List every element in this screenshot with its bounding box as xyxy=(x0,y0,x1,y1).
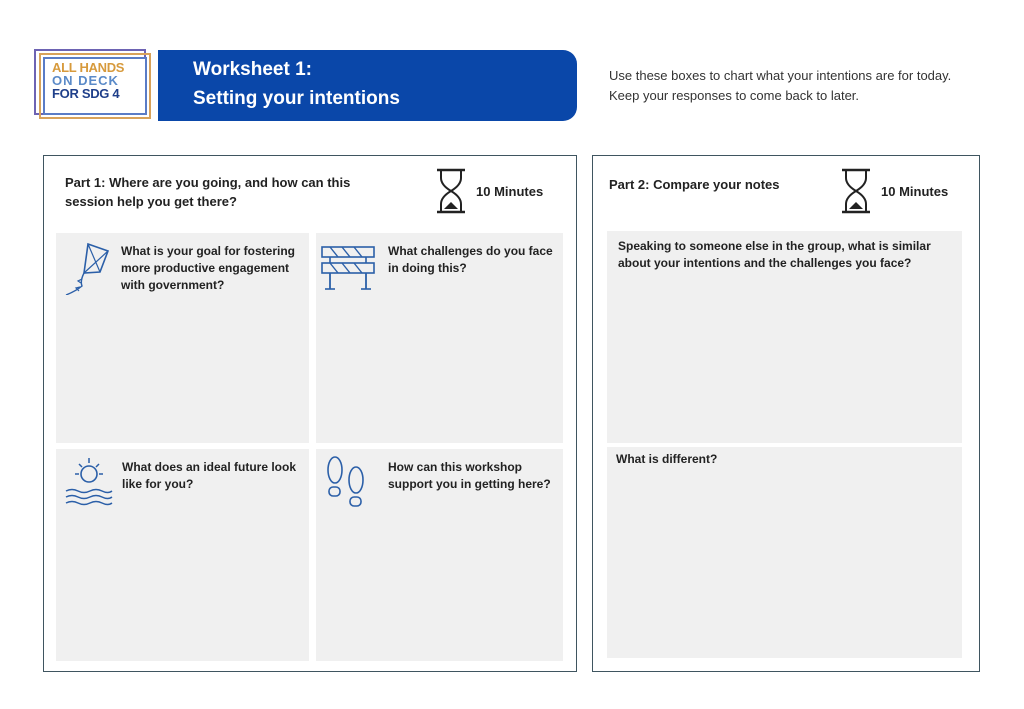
hourglass-icon xyxy=(839,168,873,214)
hourglass-icon xyxy=(434,168,468,214)
similarities-question: Speaking to someone else in the group, what is similar about your intentions and the challenges you face? xyxy=(618,239,931,270)
differences-response-box[interactable] xyxy=(607,447,962,658)
worksheet-title: Setting your intentions xyxy=(193,88,400,109)
logo-line-2: ON DECK xyxy=(52,73,119,88)
footprints-icon xyxy=(322,453,370,513)
part-2-timer xyxy=(839,168,948,214)
goal-response-box[interactable] xyxy=(56,233,309,443)
ideal-future-question: What does an ideal future look like for you? xyxy=(122,460,297,491)
intro-text: Use these boxes to chart what your intentions are for today. Keep your responses to come back to later. xyxy=(609,68,952,103)
logo-line-3: FOR SDG 4 xyxy=(52,86,120,101)
logo-line-1: ALL HANDS xyxy=(52,60,125,75)
part-1-panel xyxy=(43,155,577,672)
differences-question: What is different? xyxy=(616,452,718,466)
sun-over-water-icon xyxy=(64,455,114,507)
part-2-title: Part 2: Compare your notes xyxy=(609,177,780,192)
kite-icon xyxy=(62,241,112,295)
part-1-timer xyxy=(434,168,543,214)
challenges-question: What challenges do you face in doing this? xyxy=(388,244,553,275)
part-1-title: Part 1: Where are you going, and how can this session help you get there? xyxy=(65,175,351,209)
goal-question: What is your goal for fostering more productive engagement with government? xyxy=(121,244,296,292)
all-hands-on-deck-logo xyxy=(34,49,152,120)
workshop-support-question: How can this workshop support you in getting here? xyxy=(388,460,551,491)
logo-text xyxy=(52,61,124,100)
worksheet-number: Worksheet 1: xyxy=(193,59,312,80)
barrier-icon xyxy=(320,243,376,291)
workshop-support-response-box[interactable] xyxy=(316,449,563,661)
part-2-timer-label: 10 Minutes xyxy=(881,183,949,199)
similarities-response-box[interactable] xyxy=(607,231,962,443)
part-2-panel xyxy=(592,155,980,672)
ideal-future-response-box[interactable] xyxy=(56,449,309,661)
part-1-timer-label: 10 Minutes xyxy=(476,183,544,199)
challenges-response-box[interactable] xyxy=(316,233,563,443)
header-banner xyxy=(158,50,577,121)
